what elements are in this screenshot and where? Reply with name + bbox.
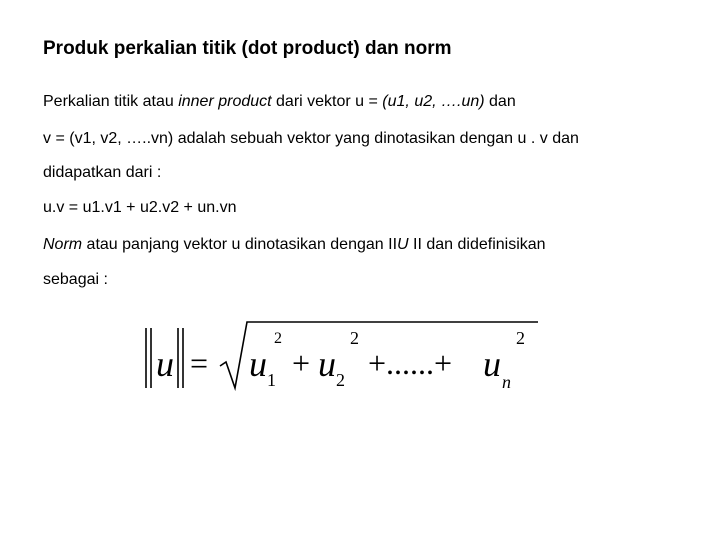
- text-segment: atau panjang vektor u dinotasikan dengan II: [82, 236, 398, 253]
- formula-term1-sub: 1: [267, 370, 276, 390]
- formula-term1-sup: 2: [274, 330, 282, 347]
- text-segment: dari vektor u =: [271, 93, 383, 110]
- dot-product-equation: u.v = u1.v1 + u2.v2 + un.vn: [43, 199, 237, 216]
- paragraph-as-follows: sebagai :: [43, 271, 108, 288]
- paragraph-vector-v: v = (v1, v2, …..vn) adalah sebuah vektor yang dinotasikan dengan u . v dan: [43, 130, 579, 147]
- formula-term-n-sub: n: [502, 372, 511, 392]
- formula-equals: =: [190, 345, 209, 381]
- formula-term1: u: [249, 344, 267, 384]
- formula-plus: +: [292, 345, 311, 381]
- paragraph-norm-definition: [43, 236, 546, 254]
- formula-term2-sup: 2: [350, 328, 359, 348]
- italic-term-inner-product: inner product: [178, 93, 272, 110]
- slide-title: Produk perkalian titik (dot product) dan norm: [43, 38, 452, 59]
- formula-var-u: u: [156, 344, 174, 384]
- formula-term-n: u: [483, 344, 501, 384]
- formula-term2: u: [318, 344, 336, 384]
- norm-formula: [140, 318, 540, 398]
- text-segment: Perkalian titik atau: [43, 93, 179, 110]
- italic-vector-u: (u1, u2, ….un): [382, 93, 485, 110]
- paragraph-dot-product-intro: [43, 93, 516, 111]
- text-segment: dan: [484, 93, 516, 110]
- formula-term-n-sup: 2: [516, 328, 525, 348]
- paragraph-obtained-from: didapatkan dari :: [43, 164, 162, 181]
- formula-term2-sub: 2: [336, 370, 345, 390]
- italic-term-norm: Norm: [43, 236, 83, 253]
- formula-plus-dots: +......+: [368, 345, 453, 381]
- italic-vector-U: U: [397, 236, 409, 253]
- text-segment: II dan didefinisikan: [408, 236, 546, 253]
